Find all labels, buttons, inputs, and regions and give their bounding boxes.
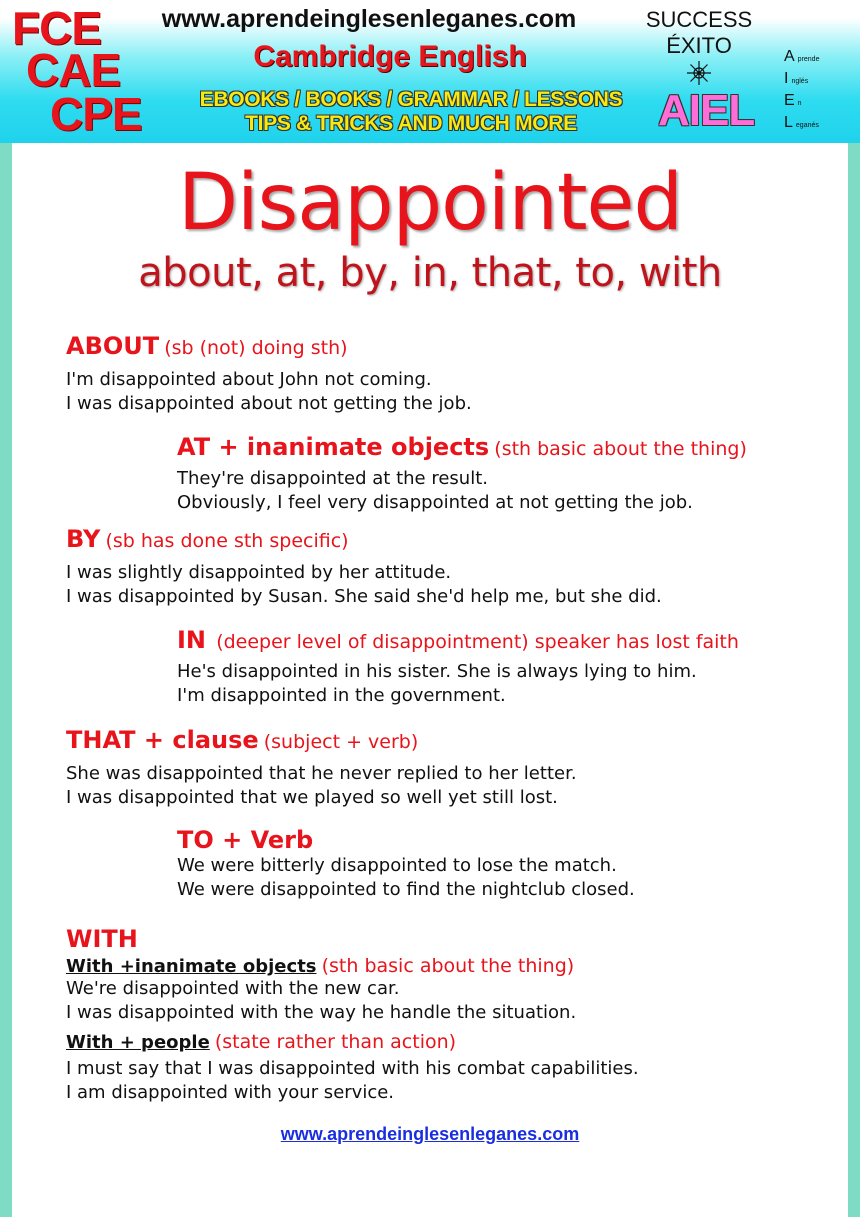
cambridge-english-title: Cambridge English [253, 40, 527, 73]
acronym-line-a: Aprende [784, 48, 820, 65]
example-line: We're disappointed with the new car. [66, 978, 400, 999]
acronym-line-l: Leganés [784, 114, 819, 131]
section-to [177, 826, 635, 902]
keyword-to: TO + Verb [177, 826, 314, 854]
compass-star-icon [686, 60, 712, 86]
with-objects-note: (sth basic about the thing) [321, 955, 575, 977]
exam-cae: CAE [26, 44, 121, 96]
example-line: I was slightly disappointed by her attitude. [66, 562, 452, 583]
section-heading [177, 826, 635, 854]
example-line: We were bitterly disappointed to lose the match. [177, 855, 617, 876]
section-with [66, 925, 639, 1105]
footer-website-link[interactable]: www.aprendeinglesenleganes.com [280, 1124, 580, 1144]
note-by: (sb has done sth specific) [105, 530, 349, 552]
section-heading [66, 925, 639, 953]
keyword-at: AT + inanimate objects [177, 433, 490, 461]
header-website[interactable]: www.aprendeinglesenleganes.com [161, 5, 577, 33]
example-line: I am disappointed with your service. [66, 1082, 395, 1103]
exam-fce: FCE [12, 2, 101, 54]
example-line: I was disappointed that we played so well yet still lost. [66, 787, 558, 808]
promo-line-1: EBOOKS / BOOKS / GRAMMAR / LESSONS [199, 88, 623, 111]
note-about: (sb (not) doing sth) [164, 337, 348, 359]
example-line: They're disappointed at the result. [177, 468, 488, 489]
page-title: Disappointed [177, 158, 683, 248]
example-line: I must say that I was disappointed with his combat capabilities. [66, 1058, 639, 1079]
right-border [848, 143, 860, 1217]
with-people-note: (state rather than action) [214, 1031, 457, 1053]
example-line: I was disappointed with the way he handle the situation. [66, 1002, 577, 1023]
keyword-with: WITH [66, 925, 138, 953]
with-people-heading [66, 1031, 639, 1053]
exam-cpe: CPE [50, 88, 142, 140]
section-in [177, 626, 739, 708]
note-at: (sth basic about the thing) [494, 438, 747, 460]
left-border [0, 143, 12, 1217]
example-line: I was disappointed about not getting the job. [66, 393, 472, 414]
section-heading [177, 433, 747, 461]
page-subtitle: about, at, by, in, that, to, with [138, 250, 722, 296]
example-line: We were disappointed to find the nightclub closed. [177, 879, 635, 900]
example-line: She was disappointed that he never replied to her letter. [66, 763, 577, 784]
section-heading [66, 525, 662, 553]
section-that [66, 726, 577, 810]
example-line: He's disappointed in his sister. She is always lying to him. [177, 661, 697, 682]
keyword-by: BY [66, 525, 101, 553]
header-banner [0, 0, 860, 143]
example-line: I'm disappointed about John not coming. [66, 369, 432, 390]
example-line: I was disappointed by Susan. She said she'd help me, but she did. [66, 586, 662, 607]
section-at [177, 433, 747, 515]
with-objects-label: With +inanimate objects [66, 956, 317, 977]
keyword-about: ABOUT [66, 332, 160, 360]
aiel-brand: AIEL [658, 86, 755, 135]
with-objects-heading [66, 955, 639, 977]
note-in: (deeper level of disappointment) speaker has lost faith [216, 631, 739, 653]
example-line: I'm disappointed in the government. [177, 685, 506, 706]
section-by [66, 525, 662, 609]
promo-line-2: TIPS & TRICKS AND MUCH MORE [245, 112, 577, 135]
acronym-line-i: Inglés [784, 70, 809, 87]
section-about [66, 332, 472, 416]
keyword-that: THAT + clause [66, 726, 259, 754]
with-people-label: With + people [66, 1032, 210, 1053]
section-heading [177, 626, 739, 654]
keyword-in: IN [177, 626, 207, 654]
section-heading [66, 726, 577, 754]
example-line: Obviously, I feel very disappointed at not getting the job. [177, 492, 693, 513]
note-that: (subject + verb) [263, 731, 419, 753]
success-label: SUCCESS [645, 7, 753, 32]
acronym-line-e: En [784, 92, 802, 109]
exito-label: ÉXITO [666, 33, 732, 58]
section-heading [66, 332, 472, 360]
